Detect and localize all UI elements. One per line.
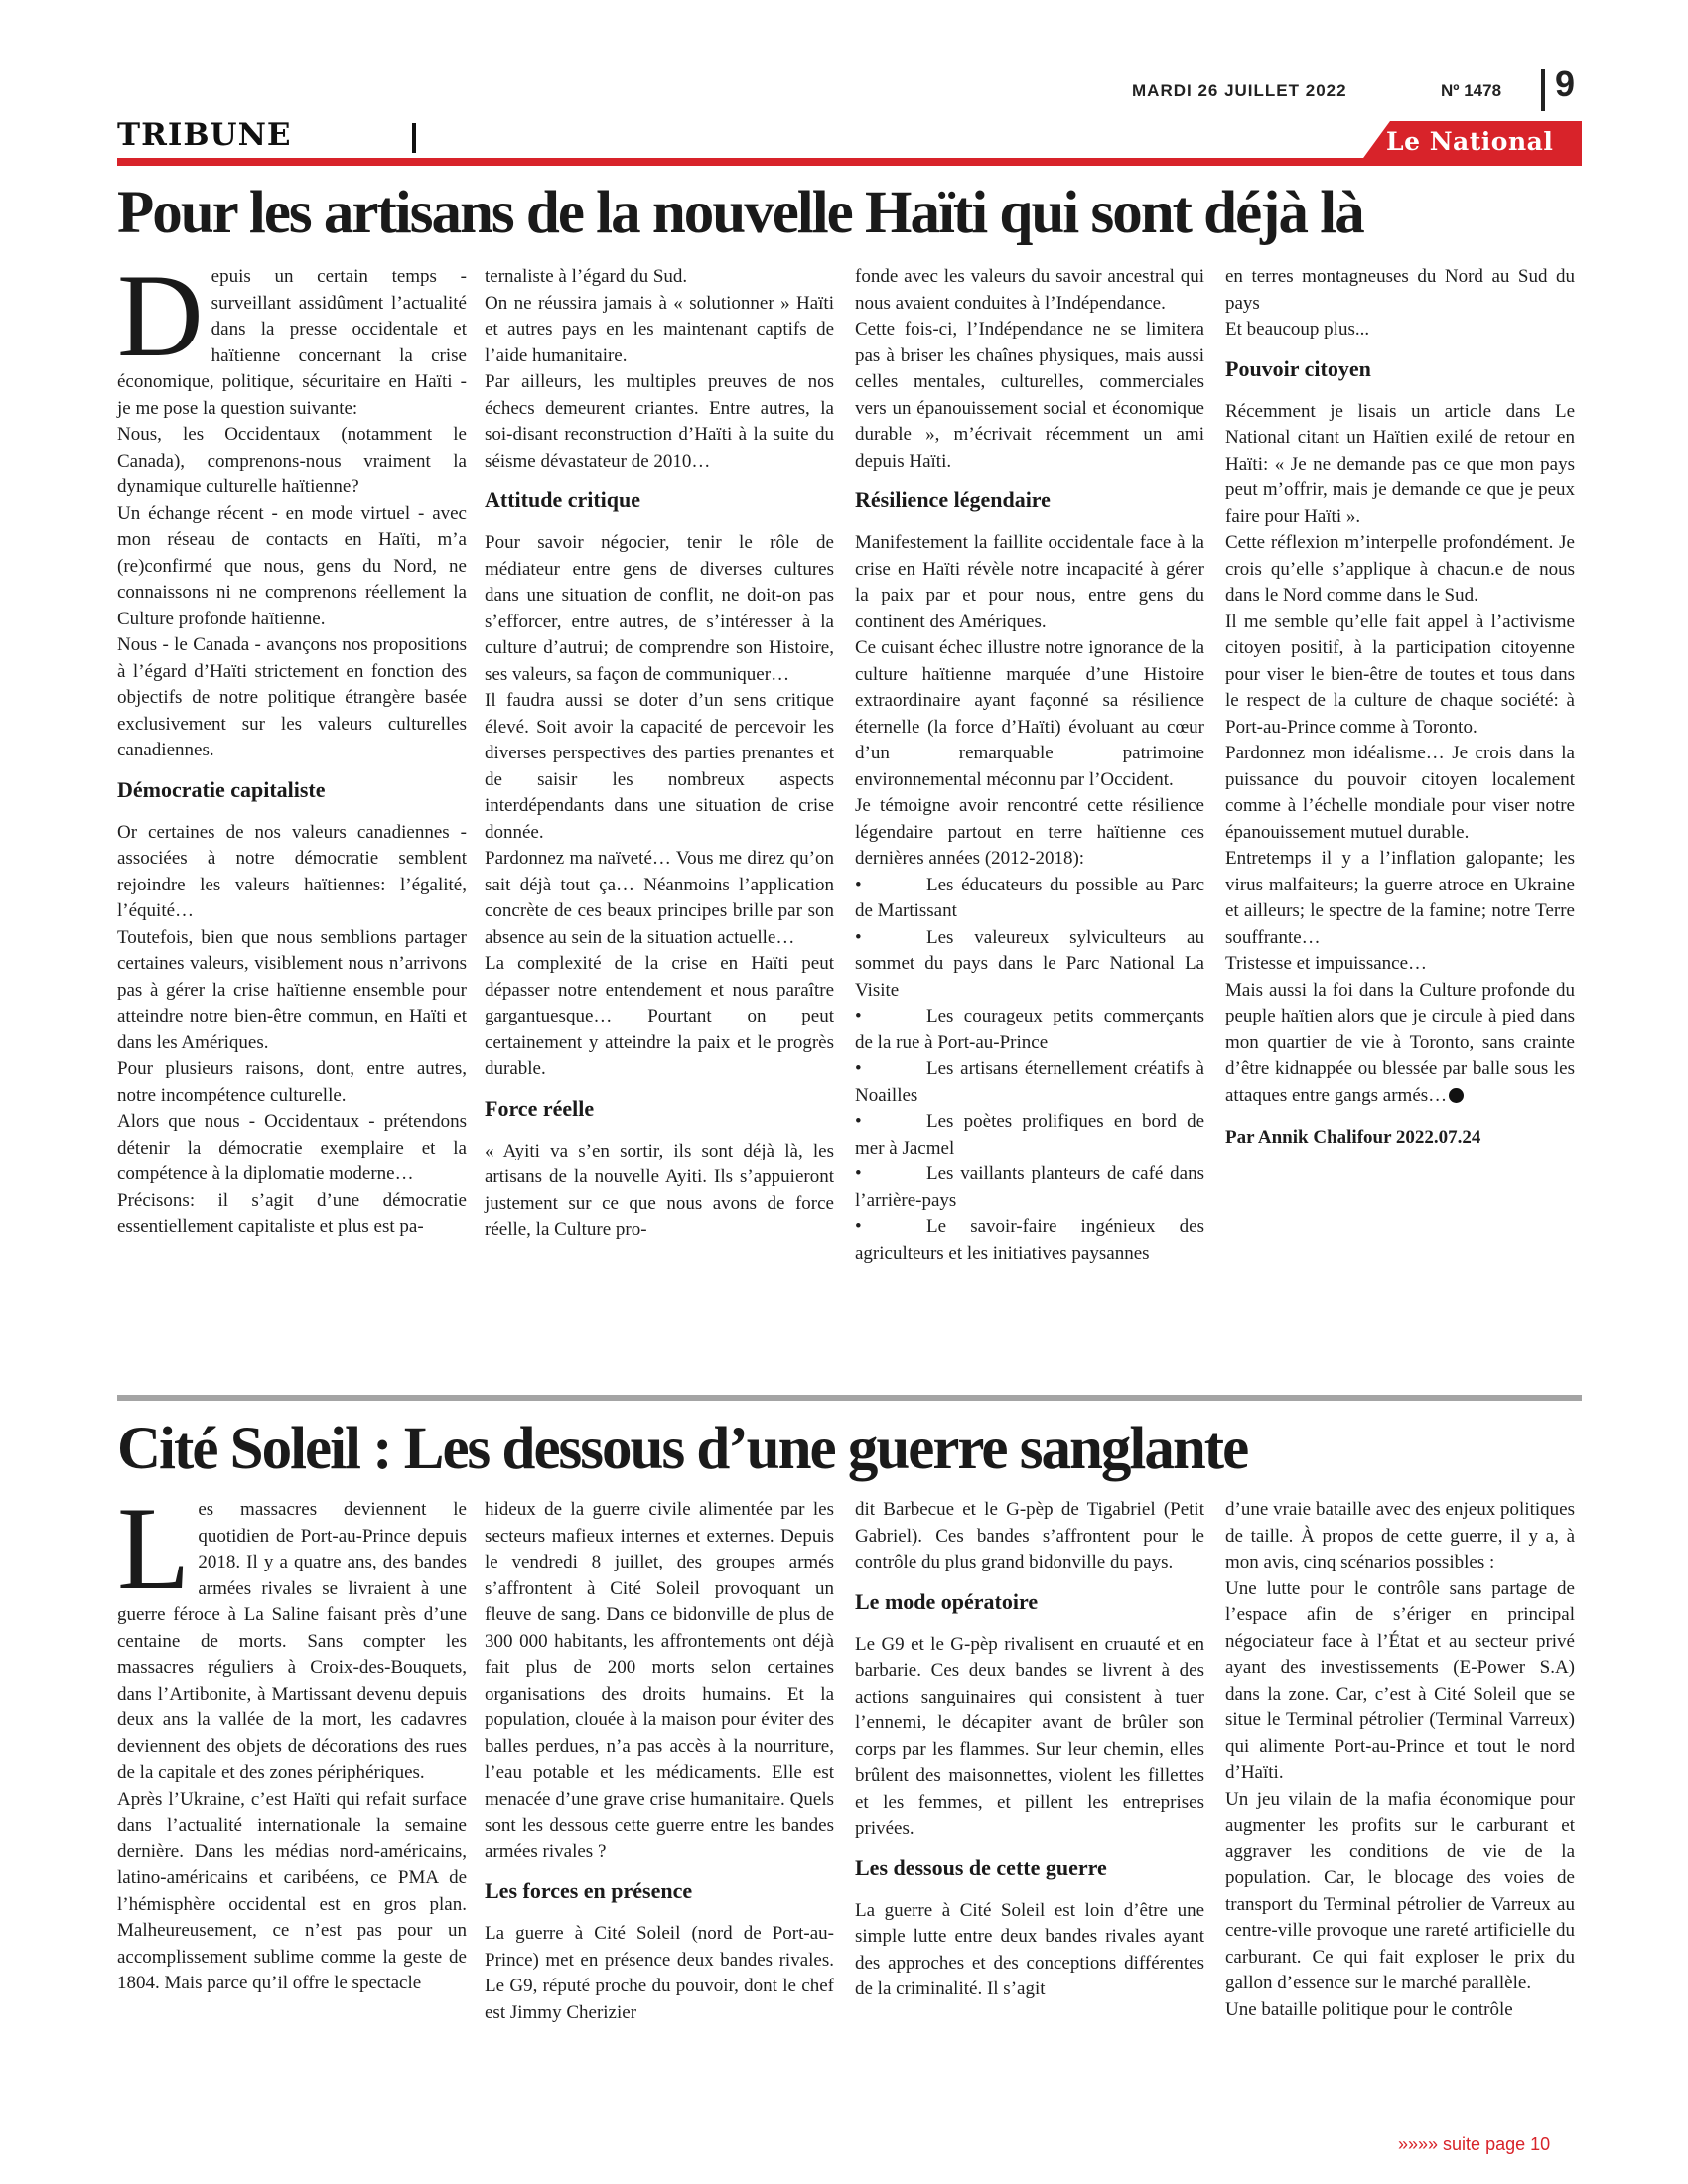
subheading: Attitude critique [485,487,641,512]
page-number: 9 [1555,64,1576,104]
list-item-text: Les artisans éternellement créatifs à Noailles [855,1058,1204,1106]
bullet-marker: • [855,1006,862,1026]
subheading: Force réelle [485,1095,595,1121]
end-mark-icon [1449,1088,1464,1103]
section-divider [412,123,416,153]
page-number-divider [1541,69,1545,111]
bullet-marker: • [855,1216,862,1237]
paragraph: Une bataille politique pour le contrôle [1225,1998,1513,2020]
paragraph: La guerre à Cité Soleil est loin d’être une simple lutte entre deux bandes rivales ayant des approches et des conceptions différentes de la criminalité. Il s’agit [855,1899,1204,1999]
paragraph: ternaliste à l’égard du Sud. [485,266,688,287]
article-column-1 [117,1482,467,1997]
paragraph: Cette réflexion m’interpelle profondément. Je crois qu’elle s’applique à chacun.e de nous dans le Nord comme dans le Sud. [1225,532,1575,606]
section-label: TRIBUNE [117,117,292,153]
article-column-3 [855,264,1204,1267]
list-item-text: Le savoir-faire ingénieux des agriculteurs et les initiatives paysannes [855,1216,1204,1264]
drop-cap: L [117,1482,191,1614]
article-column-2 [485,1497,834,2026]
article-headline: Pour les artisans de la nouvelle Haïti qui sont déjà là [117,180,1363,246]
paragraph: Après l’Ukraine, c’est Haïti qui refait surface dans l’actualité internationale la semaine dernière. Dans les médias nord-américains, latino-américains et caribéens, ce PMA de l’hémisphère occidental est en gros plan. Malheureusement, ce n’est pas pour un accomplissement sublime comme la geste de 1804. Mais parce qu’il offre le spectacle [117,1788,467,1993]
subheading: Pouvoir citoyen [1225,355,1371,381]
paragraph: Manifestement la faillite occidentale face à la crise en Haïti révèle notre incapacité à gérer la paix par et pour nous, entre gens du continent des Amériques. [855,532,1204,632]
subheading: Résilience légendaire [855,487,1051,512]
paragraph: Pardonnez mon idéalisme… Je crois dans la puissance du pouvoir citoyen localement comme à l’échelle mondiale pour viser notre épanouissement mutuel durable. [1225,743,1575,843]
paragraph: Il me semble qu’elle fait appel à l’activisme citoyen positif, à la participation citoyenne pour viser le bien-être de toutes et tous dans le respect de la culture de chaque société: à Port-au-Prince comme à Toronto. [1225,611,1575,738]
paragraph: Une lutte pour le contrôle sans partage de l’espace afin de s’ériger en principal négociateur face à l’État et au secteur privé ayant des investissements (E-Power S.A) dans la zone. Car, c’est à Cité Soleil que se situe le Terminal pétrolier (Terminal Varreux) qui alimente Port-au-Prince et tout le nord d’Haïti. [1225,1577,1575,1783]
list-item [855,1056,1204,1109]
paragraph [1225,978,1575,1110]
subheading: Les dessous de cette guerre [855,1854,1107,1880]
article-column-3 [855,1497,1204,2003]
bullet-marker: • [855,1058,862,1079]
header-rule [117,158,1582,166]
paragraph: Et beaucoup plus... [1225,319,1370,340]
paragraph: Le G9 et le G-pèp rivalisent en cruauté et en barbarie. Ces deux bandes se livrent à des actions sanguinaires qui consistent à tuer l’ennemi, le décapiter avant de brûler son corps par les flammes. Sur leur chemin, elles brûlent des maisonnettes, violent les fillettes et les femmes, et pillent les entreprises privées. [855,1633,1204,1839]
paragraph: Tristesse et impuissance… [1225,953,1428,974]
paragraph: hideux de la guerre civile alimentée par les secteurs mafieux internes et externes. Depuis le vendredi 8 juillet, des groupes armés s’affrontent à Cité Soleil provoquant un fleuve de sang. Dans ce bidonville de plus de 300 000 habitants, les affrontements ont déjà fait plus de 200 morts selon certaines organisations des droits humains. Et la population, clouée à la maison pour éviter des balles perdues, n’a pas accès à la nourriture, l’eau potable et les médicaments. Elle est menacée d’une grave crise humanitaire. Quels sont les dessous cette guerre entre les bandes armées rivales ? [485,1499,834,1862]
paragraph: d’une vraie bataille avec des enjeux politiques de taille. À propos de cette guerre, il y a, à mon avis, cinq scénarios possibles : [1225,1499,1575,1572]
bullet-marker: • [855,1111,862,1132]
paragraph: Cette fois-ci, l’Indépendance ne se limitera pas à briser les chaînes physiques, mais aussi celles mentales, culturelles, commerciales vers un épanouissement social et économique durable », m’écrivait récemment un ami depuis Haïti. [855,319,1204,472]
list-item-text: Les poètes prolifiques en bord de mer à Jacmel [855,1111,1204,1159]
paragraph: Récemment je lisais un article dans Le National citant un Haïtien exilé de retour en Haïti: « Je ne demande pas ce que mon pays peut m’offrir, mais je demande ce que je peux faire pour Haïti ». [1225,400,1575,527]
bullet-marker: • [855,874,862,895]
paragraph: en terres montagneuses du Nord au Sud du pays [1225,266,1575,314]
list-item [855,1161,1204,1214]
paragraph: On ne réussira jamais à « solutionner » Haïti et autres pays en les maintenant captifs de l’aide humanitaire. [485,292,834,366]
article-column-2 [485,264,834,1244]
article-column-4 [1225,264,1575,1152]
list-item-text: Les vaillants planteurs de café dans l’arrière-pays [855,1163,1204,1211]
paragraph: La guerre à Cité Soleil (nord de Port-au-Prince) met en présence deux bandes rivales. Le G9, réputé proche du pouvoir, dont le chef est Jimmy Cherizier [485,1923,834,2023]
list-item [855,873,1204,925]
paragraph: Pour plusieurs raisons, dont, entre autres, notre incompétence culturelle. [117,1058,467,1106]
paragraph: Je témoigne avoir rencontré cette résilience légendaire partout en terre haïtienne ces dernières années (2012-2018): [855,795,1204,869]
paragraph: Toutefois, bien que nous semblions partager certaines valeurs, visiblement nous n’arrivons pas à gérer la crise haïtienne ensemble pour atteindre notre bien-être commun, en Haïti et dans les Amériques. [117,926,467,1053]
list-item [855,925,1204,1005]
continuation-link[interactable]: »»»» suite page 10 [1398,2134,1551,2154]
byline: Par Annik Chalifour 2022.07.24 [1225,1127,1481,1148]
bullet-marker: • [855,1163,862,1184]
paragraph: Par ailleurs, les multiples preuves de nos échecs demeurent criantes. Entre autres, la soi-disant reconstruction d’Haïti à la suite du séisme dévastateur de 2010… [485,371,834,472]
paragraph: Pour savoir négocier, tenir le rôle de médiateur entre gens de diverses cultures dans une situation de conflit, ne doit-on pas s’efforcer, entre autres, de s’intéresser à la culture d’autrui; de comprendre son Histoire, ses valeurs, sa façon de communiquer… [485,532,834,685]
paragraph: Alors que nous - Occidentaux - prétendons détenir la démocratie exemplaire et la compétence à la diplomatie moderne… [117,1111,467,1184]
list-item-text: Les valeureux sylviculteurs au sommet du pays dans le Parc National La Visite [855,926,1204,1001]
paragraph: dit Barbecue et le G-pèp de Tigabriel (Petit Gabriel). Ces bandes s’affrontent pour le contrôle du plus grand bidonville du pays. [855,1499,1204,1572]
list-item [855,1109,1204,1161]
article-headline: Cité Soleil : Les dessous d’une guerre sanglante [117,1416,1248,1482]
paragraph: « Ayiti va s’en sortir, ils sont déjà là, les artisans de la nouvelle Ayiti. Ils s’appuieront justement sur ce que nous avons de force réelle, la Culture pro- [485,1140,834,1240]
bullet-marker: • [855,926,862,948]
subheading: Le mode opératoire [855,1588,1039,1614]
issue-number: Nº 1478 [1441,81,1502,100]
drop-cap: D [117,249,204,381]
paragraph: Entretemps il y a l’inflation galopante; les virus malfaiteurs; la guerre atroce en Ukraine et ailleurs; le spectre de la famine; notre Terre souffrante… [1225,848,1575,948]
paragraph: Or certaines de nos valeurs canadiennes - associées à notre démocratie semblent rejoindre les valeurs haïtiennes: l’égalité, l’équité… [117,821,467,921]
list-item-text: Les courageux petits commerçants de la rue à Port-au-Prince [855,1006,1204,1053]
paragraph: Nous, les Occidentaux (notamment le Canada), comprenons-nous vraiment la dynamique culturelle haïtienne? [117,424,467,497]
paragraph: Ce cuisant échec illustre notre ignorance de la culture haïtienne marquée d’une Histoire extraordinaire ayant façonné sa résilience éternelle (la force d’Haïti) évoluant au cœur d’un remarquable patrimoine environnemental méconnu par l’Occident. [855,637,1204,790]
paragraph: Pardonnez ma naïveté… Vous me direz qu’on sait déjà tout ça… Néanmoins l’application concrète de ces beaux principes brille par son absence au sein de la situation actuelle… [485,848,834,948]
paragraph: La complexité de la crise en Haïti peut dépasser notre entendement et nous paraître gargantuesque… Pourtant on peut certainement y atteindre la paix et le progrès durable. [485,953,834,1079]
paragraph: Précisons: il s’agit d’une démocratie essentiellement capitaliste et plus est pa- [117,1189,467,1237]
paragraph: epuis un certain temps - surveillant assidûment l’actualité dans la presse occidentale et haïtienne concernant la crise économique, politique, sécuritaire en Haïti - je me pose la question suivante: [117,266,467,419]
list-item [855,1214,1204,1267]
paragraph: fonde avec les valeurs du savoir ancestral qui nous avaient conduites à l’Indépendance. [855,266,1204,314]
list-item-text: Les éducateurs du possible au Parc de Martissant [855,874,1204,921]
list-item [855,1004,1204,1056]
article-divider [117,1395,1582,1401]
article-column-4 [1225,1497,1575,2023]
subheading: Les forces en présence [485,1878,693,1903]
issue-date: MARDI 26 JUILLET 2022 [1132,81,1347,100]
paragraph: es massacres deviennent le quotidien de Port-au-Prince depuis 2018. Il y a quatre ans, des bandes armées rivales se livraient à une guerre féroce à La Saline faisant près d’une centaine de morts. Sans compter les massacres réguliers à Croix-des-Bouquets, dans l’Artibonite, à Martissant devenu depuis deux ans la vallée de la mort, les cadavres deviennent des objets de décorations des rues de la capitale et des zones périphériques. [117,1499,467,1783]
paragraph: Il faudra aussi se doter d’un sens critique élevé. Soit avoir la capacité de percevoir les diverses perspectives des parties prenantes et de saisir les nombreux aspects interdépendants dans une situation de crise donnée. [485,690,834,843]
subheading: Démocratie capitaliste [117,776,326,802]
paragraph: Nous - le Canada - avançons nos propositions à l’égard d’Haïti strictement en fonction des objectifs de notre politique étrangère basée exclusivement sur les valeurs culturelles canadiennes. [117,634,467,760]
paragraph-text: Mais aussi la foi dans la Culture profonde du peuple haïtien alors que je circule à pied dans mon quartier de vie à Toronto, sans crainte d’être kidnappée ou blessée par balle sous les attaques entre gangs armés… [1225,979,1575,1106]
article-column-1 [117,249,467,1241]
paragraph: Un jeu vilain de la mafia économique pour augmenter les profits sur le carburant et aggraver les conditions de vie de la population. Car, le blocage des voies de transport du Terminal pétrolier de Varreux au centre-ville provoque une rareté artificielle du carburant. Ce qui fait exploser le prix du gallon d’essence sur le marché parallèle. [1225,1788,1575,1993]
publication-name: Le National [1386,127,1554,156]
paragraph: Un échange récent - en mode virtuel - avec mon réseau de contacts en Haïti, m’a (re)confirmé que nous, gens du Nord, ne connaissons ni ne comprenons réellement la Culture profonde haïtienne. [117,502,467,629]
